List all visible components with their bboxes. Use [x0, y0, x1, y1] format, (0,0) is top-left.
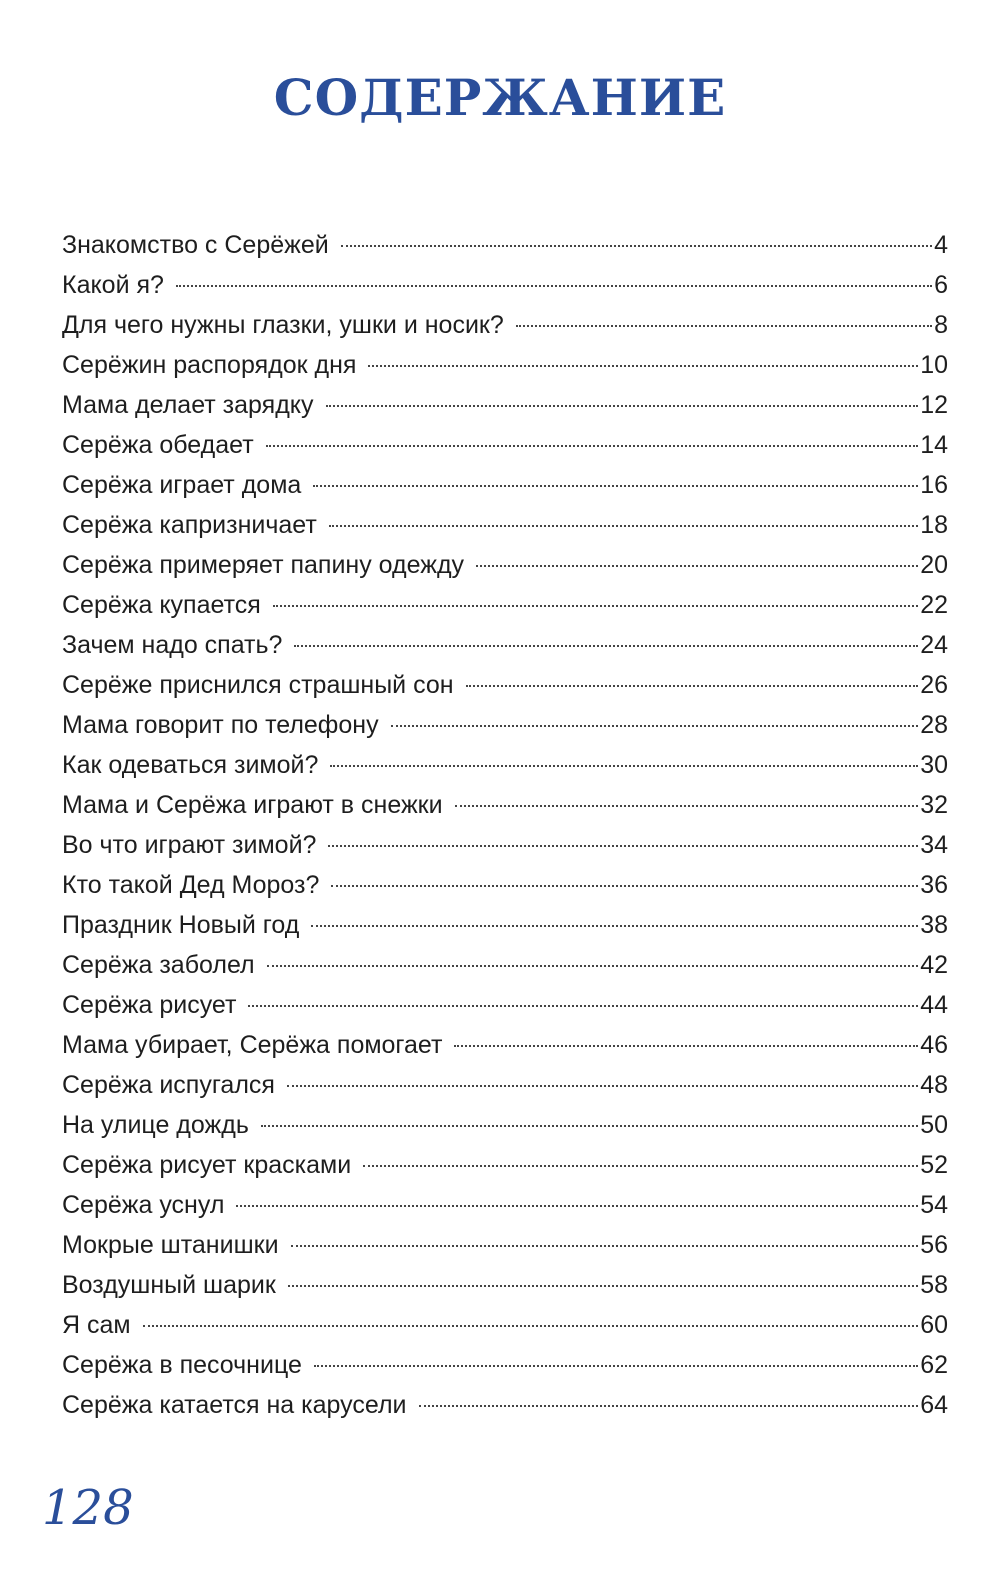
toc-entry-title: Серёже приснился страшный сон	[62, 671, 454, 699]
toc-entry-page: 10	[920, 351, 948, 379]
toc-entry[interactable]	[62, 1025, 948, 1065]
toc-entry-page: 22	[920, 591, 948, 619]
toc-entry[interactable]	[62, 1145, 948, 1185]
toc-dot-leader	[331, 885, 918, 887]
toc-entry[interactable]	[62, 585, 948, 625]
toc-entry[interactable]	[62, 1225, 948, 1265]
toc-entry-page: 26	[920, 671, 948, 699]
toc-entry-page: 42	[920, 951, 948, 979]
toc-dot-leader	[368, 365, 918, 367]
toc-entry[interactable]	[62, 905, 948, 945]
toc-entry-page: 46	[920, 1031, 948, 1059]
toc-entry-title: Какой я?	[62, 271, 164, 299]
toc-entry-title: Серёжа уснул	[62, 1191, 225, 1219]
toc-entry-title: Серёжин распорядок дня	[62, 351, 357, 379]
toc-entry[interactable]	[62, 625, 948, 665]
toc-entry-page: 8	[934, 311, 948, 339]
toc-dot-leader	[266, 445, 919, 447]
toc-entry-page: 50	[920, 1111, 948, 1139]
toc-entry[interactable]	[62, 705, 948, 745]
toc-dot-leader	[273, 605, 918, 607]
toc-entry-title: Серёжа купается	[62, 591, 261, 619]
toc-entry[interactable]	[62, 425, 948, 465]
toc-dot-leader	[314, 1365, 918, 1367]
toc-entry[interactable]	[62, 265, 948, 305]
toc-dot-leader	[326, 405, 919, 407]
toc-entry-title: Серёжа заболел	[62, 951, 255, 979]
toc-dot-leader	[330, 765, 918, 767]
toc-dot-leader	[391, 725, 919, 727]
toc-dot-leader	[419, 1405, 919, 1407]
toc-entry-title: Воздушный шарик	[62, 1271, 276, 1299]
toc-entry[interactable]	[62, 385, 948, 425]
page-title: СОДЕРЖАНИЕ	[273, 68, 727, 127]
toc-entry-title: Мама говорит по телефону	[62, 711, 379, 739]
toc-dot-leader	[313, 485, 918, 487]
toc-dot-leader	[287, 1085, 918, 1087]
toc-entry-page: 34	[920, 831, 948, 859]
toc-dot-leader	[288, 1285, 918, 1287]
toc-entry[interactable]	[62, 1265, 948, 1305]
page-number: 128	[42, 1480, 134, 1536]
toc-dot-leader	[363, 1165, 918, 1167]
toc-dot-leader	[294, 645, 918, 647]
toc-entry-page: 54	[920, 1191, 948, 1219]
toc-dot-leader	[329, 525, 918, 527]
toc-entry-page: 28	[920, 711, 948, 739]
toc-entry[interactable]	[62, 225, 948, 265]
toc-entry-title: Серёжа испугался	[62, 1071, 275, 1099]
toc-entry-page: 30	[920, 751, 948, 779]
toc-entry[interactable]	[62, 1345, 948, 1385]
table-of-contents	[62, 225, 948, 1425]
toc-entry-page: 12	[920, 391, 948, 419]
toc-dot-leader	[516, 325, 932, 327]
toc-dot-leader	[236, 1205, 918, 1207]
toc-entry-page: 14	[920, 431, 948, 459]
toc-entry-page: 60	[920, 1311, 948, 1339]
toc-entry-page: 20	[920, 551, 948, 579]
toc-entry-title: Во что играют зимой?	[62, 831, 317, 859]
toc-dot-leader	[341, 245, 932, 247]
toc-entry-title: Кто такой Дед Мороз?	[62, 871, 320, 899]
toc-entry-title: Зачем надо спать?	[62, 631, 283, 659]
toc-entry-title: Серёжа в песочнице	[62, 1351, 302, 1379]
toc-entry-title: Праздник Новый год	[62, 911, 300, 939]
toc-entry-title: Серёжа капризничает	[62, 511, 317, 539]
toc-entry-title: Я сам	[62, 1311, 131, 1339]
toc-entry[interactable]	[62, 1385, 948, 1425]
toc-entry-title: Серёжа рисует	[62, 991, 237, 1019]
toc-entry[interactable]	[62, 1065, 948, 1105]
toc-entry[interactable]	[62, 465, 948, 505]
toc-dot-leader	[176, 285, 932, 287]
toc-entry-title: Знакомство с Серёжей	[62, 231, 329, 259]
toc-entry-title: Серёжа рисует красками	[62, 1151, 352, 1179]
toc-entry-title: На улице дождь	[62, 1111, 249, 1139]
toc-entry-page: 18	[920, 511, 948, 539]
toc-entry[interactable]	[62, 785, 948, 825]
toc-entry[interactable]	[62, 505, 948, 545]
toc-entry-title: Мама делает зарядку	[62, 391, 314, 419]
toc-entry-title: Серёжа обедает	[62, 431, 254, 459]
toc-entry-page: 64	[920, 1391, 948, 1419]
toc-entry-title: Мокрые штанишки	[62, 1231, 279, 1259]
toc-entry[interactable]	[62, 745, 948, 785]
toc-entry-title: Серёжа играет дома	[62, 471, 302, 499]
toc-entry-title: Для чего нужны глазки, ушки и носик?	[62, 311, 504, 339]
toc-dot-leader	[466, 685, 919, 687]
toc-entry-page: 58	[920, 1271, 948, 1299]
toc-entry-page: 6	[934, 271, 948, 299]
toc-entry[interactable]	[62, 305, 948, 345]
toc-entry[interactable]	[62, 1305, 948, 1345]
toc-dot-leader	[455, 805, 919, 807]
toc-dot-leader	[248, 1005, 918, 1007]
toc-entry[interactable]	[62, 345, 948, 385]
toc-entry[interactable]	[62, 825, 948, 865]
toc-dot-leader	[261, 1125, 918, 1127]
toc-entry-title: Мама и Серёжа играют в снежки	[62, 791, 443, 819]
toc-entry-page: 32	[920, 791, 948, 819]
toc-dot-leader	[476, 565, 918, 567]
toc-dot-leader	[291, 1245, 919, 1247]
toc-entry[interactable]	[62, 945, 948, 985]
toc-dot-leader	[267, 965, 919, 967]
toc-entry[interactable]	[62, 1185, 948, 1225]
toc-entry[interactable]	[62, 1105, 948, 1145]
toc-dot-leader	[454, 1045, 918, 1047]
toc-entry-page: 52	[920, 1151, 948, 1179]
toc-entry-page: 44	[920, 991, 948, 1019]
toc-entry-title: Серёжа примеряет папину одежду	[62, 551, 465, 579]
toc-entry-page: 38	[920, 911, 948, 939]
toc-entry-page: 24	[920, 631, 948, 659]
toc-entry-page: 56	[920, 1231, 948, 1259]
toc-dot-leader	[311, 925, 918, 927]
toc-entry[interactable]	[62, 545, 948, 585]
toc-dot-leader	[143, 1325, 919, 1327]
toc-entry-page: 36	[920, 871, 948, 899]
toc-entry-title: Как одеваться зимой?	[62, 751, 319, 779]
toc-entry-page: 16	[920, 471, 948, 499]
toc-entry[interactable]	[62, 985, 948, 1025]
toc-entry-page: 4	[934, 231, 948, 259]
toc-entry-page: 62	[920, 1351, 948, 1379]
toc-entry[interactable]	[62, 865, 948, 905]
toc-entry[interactable]	[62, 665, 948, 705]
toc-entry-title: Серёжа катается на карусели	[62, 1391, 407, 1419]
toc-entry-title: Мама убирает, Серёжа помогает	[62, 1031, 443, 1059]
toc-entry-page: 48	[920, 1071, 948, 1099]
toc-dot-leader	[328, 845, 918, 847]
